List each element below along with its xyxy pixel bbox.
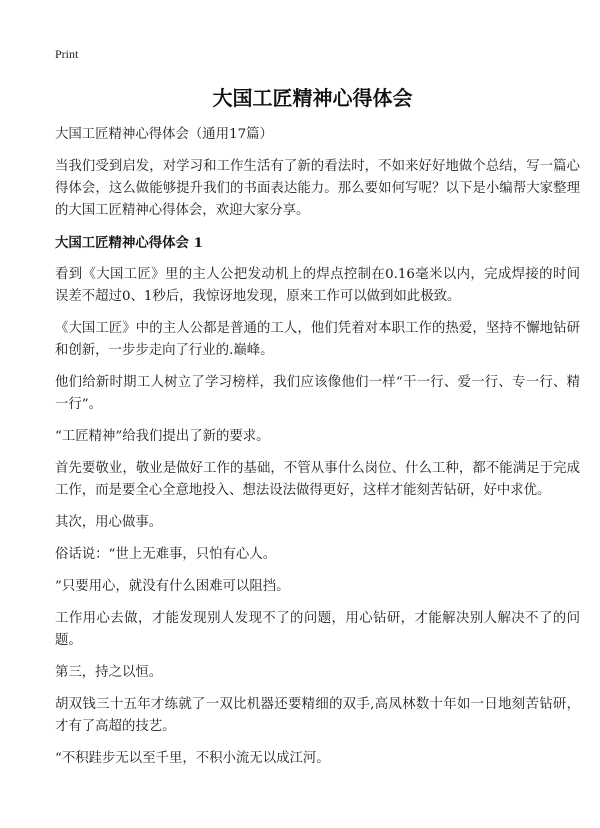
body-paragraph-10: 第三，持之以恒。 [55, 665, 163, 680]
body-paragraph-2: 《大国工匠》中的主人公都是普通的工人，他们凭着对本职工作的热爱，坚持不懈地钻研和创新，一步步走向了行业的.巅峰。 [55, 321, 580, 358]
print-link[interactable]: Print [55, 47, 79, 61]
body-paragraph-12: “不积跬步无以至千里，不积小流无以成江河。 [55, 751, 330, 766]
body-paragraph-1: 看到《大国工匠》里的主人公把发动机上的焊点控制在0.16毫米以内，完成焊接的时间误差不超过0、1秒后，我惊讶地发现，原来工作可以做到如此极致。 [55, 267, 580, 304]
body-paragraph-3: 他们给新时期工人树立了学习榜样，我们应该像他们一样“干一行、爱一行、专一行、精一行”。 [55, 375, 580, 412]
body-paragraph-11: 胡双钱三十五年才练就了一双比机器还要精细的双手,高凤林数十年如一日地刻苦钻研，才有了高超的技艺。 [55, 697, 580, 734]
body-paragraph-7: 俗话说：“世上无难事，只怕有心人。 [55, 547, 277, 562]
body-paragraph-8: ”只要用心，就没有什么困难可以阻挡。 [55, 579, 290, 594]
section-heading: 大国工匠精神心得体会 1 [55, 235, 203, 251]
body-paragraph-9: 工作用心去做，才能发现别人发现不了的问题，用心钻研，才能解决别人解决不了的问题。 [55, 611, 580, 648]
intro-paragraph: 当我们受到启发，对学习和工作生活有了新的看法时，不如来好好地做个总结，写一篇心得体会，这么做能够提升我们的书面表达能力。那么要如何写呢？以下是小编帮大家整理的大国工匠精神心得体会，欢迎大家分享。 [55, 159, 580, 218]
document-title: 大国工匠精神心得体会 [212, 86, 413, 110]
body-paragraph-4: “工匠精神”给我们提出了新的要求。 [55, 429, 270, 444]
body-paragraph-6: 其次，用心做事。 [55, 515, 163, 530]
body-paragraph-5: 首先要敬业，敬业是做好工作的基础，不管从事什么岗位、什么工种，都不能满足于完成工作，而是要全心全意地投入、想法设法做得更好，这样才能刻苦钻研，好中求优。 [55, 461, 580, 498]
document-subtitle: 大国工匠精神心得体会（通用17篇） [55, 127, 273, 142]
